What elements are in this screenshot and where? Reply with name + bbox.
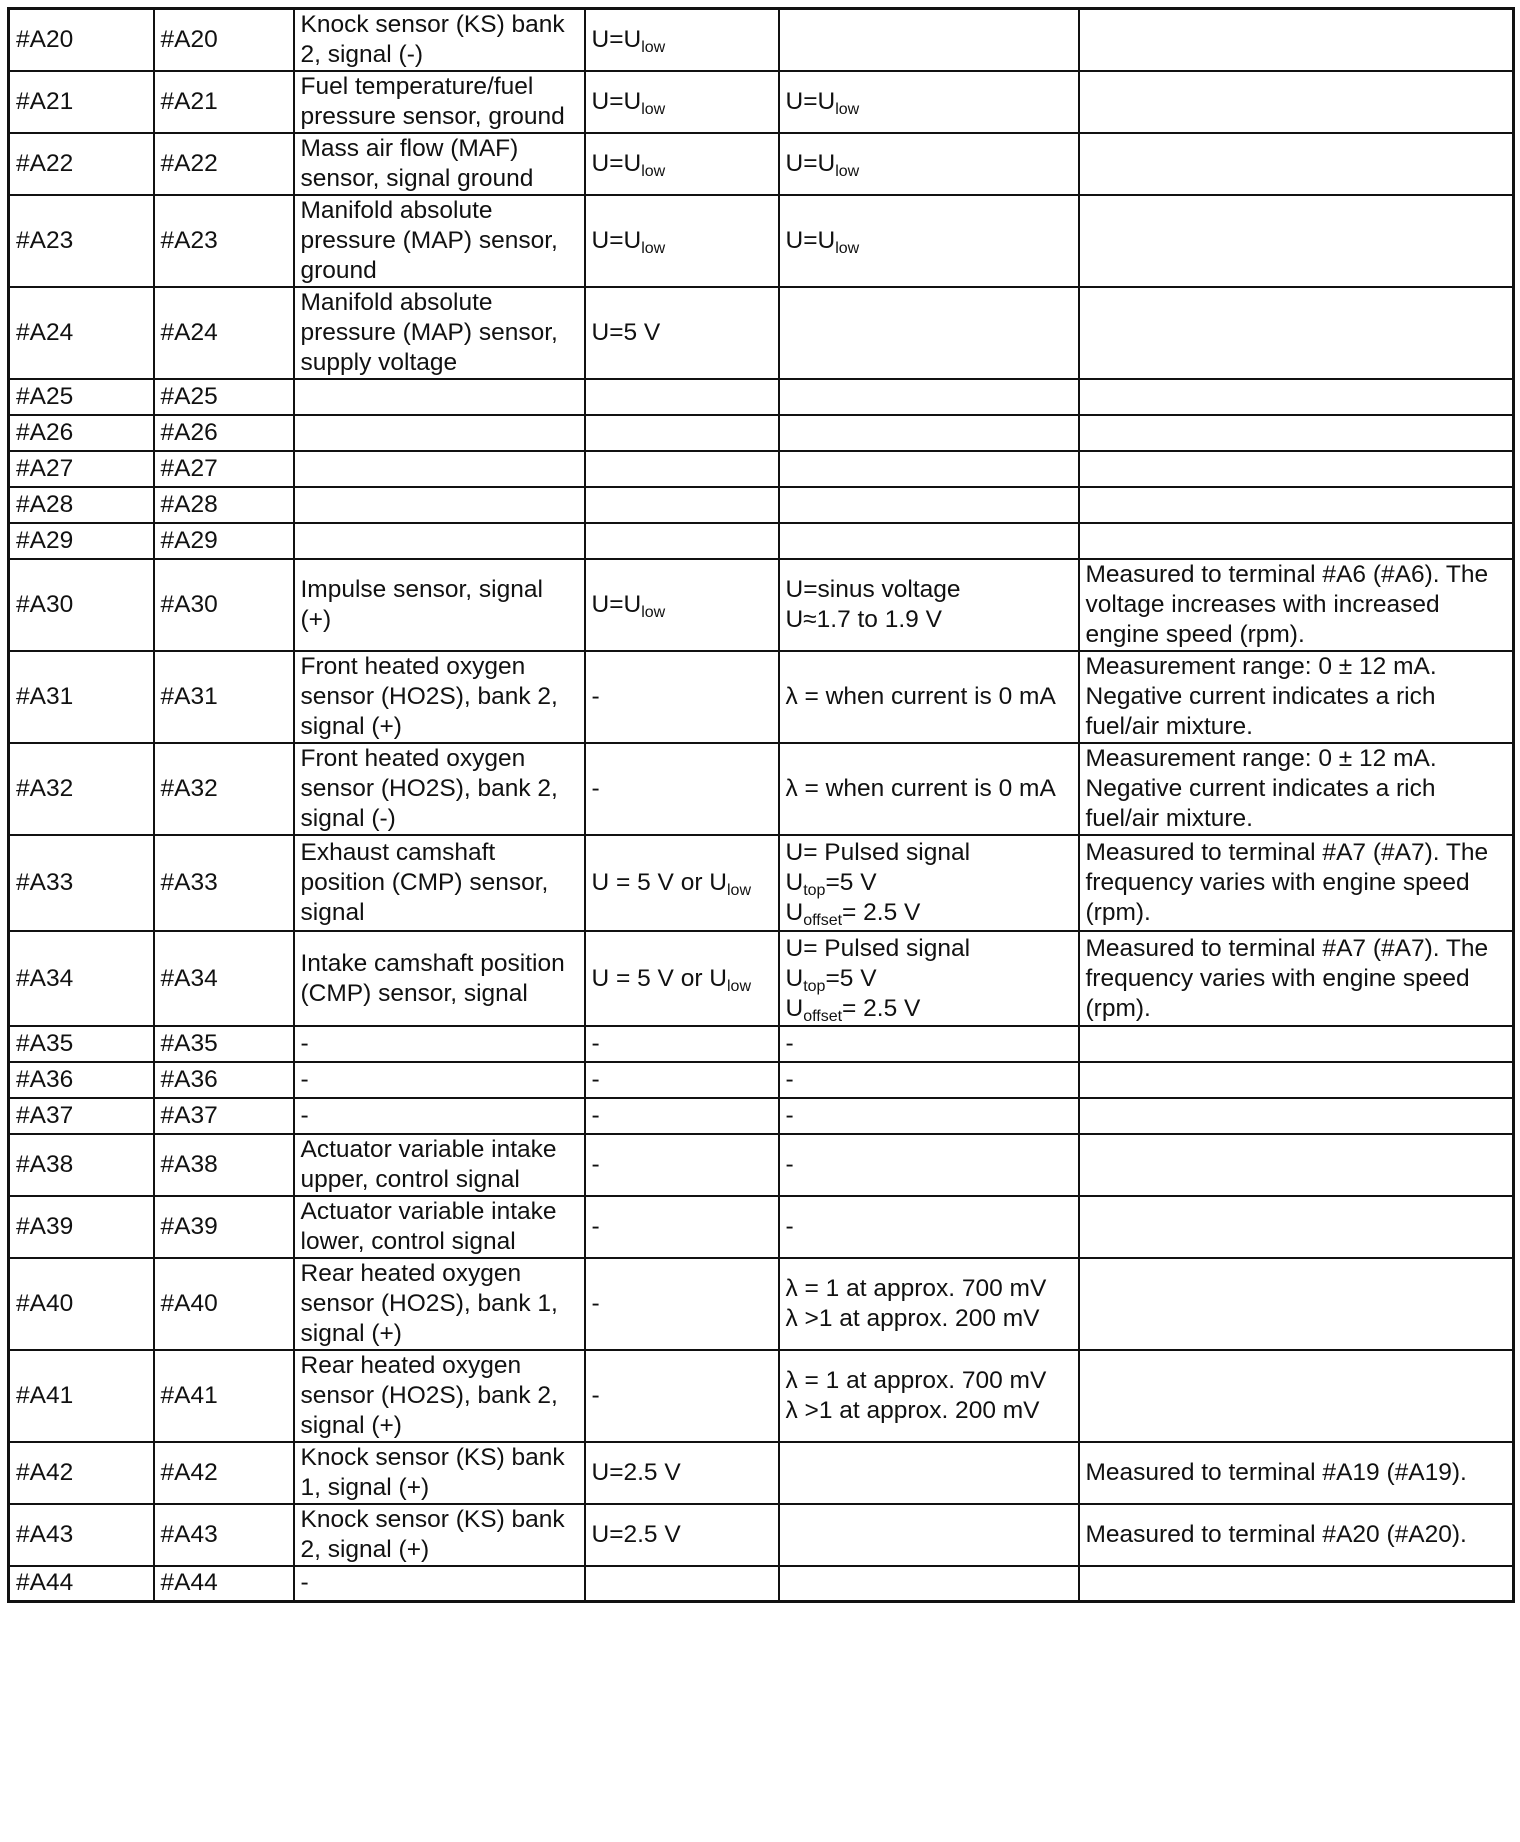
subscript-text: low bbox=[641, 39, 666, 56]
cell-line bbox=[786, 994, 1072, 1024]
cell-text: U=U bbox=[591, 88, 642, 115]
table-row bbox=[9, 1504, 1514, 1566]
cell-text: U=2.5 V bbox=[591, 1459, 681, 1486]
connector-pin-cell: #A28 bbox=[154, 487, 294, 523]
description-cell bbox=[294, 415, 585, 451]
cell-line bbox=[592, 149, 772, 179]
value-cell bbox=[779, 1442, 1079, 1504]
subscript-text: low bbox=[835, 240, 860, 257]
value-cell bbox=[779, 1566, 1079, 1601]
cell-text: - bbox=[591, 1030, 600, 1057]
remark-cell: Measured to terminal #A19 (#A19). bbox=[1079, 1442, 1514, 1504]
cell-text: U=U bbox=[785, 150, 836, 177]
value-cell bbox=[779, 835, 1079, 931]
remark-cell bbox=[1079, 1258, 1514, 1350]
table-row bbox=[9, 415, 1514, 451]
pin-cell: #A26 bbox=[9, 415, 154, 451]
subscript-text: low bbox=[641, 240, 666, 257]
pin-cell: #A30 bbox=[9, 559, 154, 651]
cell-text: U bbox=[785, 994, 804, 1022]
connector-pin-cell: #A25 bbox=[154, 379, 294, 415]
description-cell: - bbox=[294, 1026, 585, 1062]
description-cell bbox=[294, 487, 585, 523]
description-cell: Impulse sensor, signal (+) bbox=[294, 559, 585, 651]
value-cell bbox=[779, 1134, 1079, 1196]
cell-line bbox=[592, 1150, 772, 1180]
table-row bbox=[9, 1566, 1514, 1601]
cell-text: U≈1.7 to 1.9 V bbox=[785, 606, 942, 633]
value-cell bbox=[779, 743, 1079, 835]
remark-cell bbox=[1079, 195, 1514, 287]
connector-pin-cell: #A35 bbox=[154, 1026, 294, 1062]
cell-text: U=2.5 V bbox=[591, 1521, 681, 1548]
pin-cell: #A25 bbox=[9, 379, 154, 415]
cell-text: - bbox=[785, 1151, 794, 1178]
cell-text: U bbox=[785, 964, 804, 992]
condition-cell bbox=[585, 1350, 779, 1442]
description-cell: Exhaust camshaft position (CMP) sensor, signal bbox=[294, 835, 585, 931]
description-cell bbox=[294, 523, 585, 559]
subscript-text: low bbox=[726, 882, 751, 899]
condition-cell bbox=[585, 287, 779, 379]
description-cell: Knock sensor (KS) bank 2, signal (+) bbox=[294, 1504, 585, 1566]
table-row bbox=[9, 931, 1514, 1026]
table-row bbox=[9, 559, 1514, 651]
connector-pin-cell: #A40 bbox=[154, 1258, 294, 1350]
value-cell bbox=[779, 487, 1079, 523]
subscript-text: top bbox=[803, 977, 826, 995]
condition-cell bbox=[585, 195, 779, 287]
value-cell bbox=[779, 415, 1079, 451]
value-cell bbox=[779, 1196, 1079, 1258]
cell-line bbox=[592, 964, 772, 994]
subscript-text: top bbox=[803, 882, 826, 899]
condition-cell bbox=[585, 1098, 779, 1134]
description-cell: Fuel temperature/fuel pressure sensor, ground bbox=[294, 71, 585, 133]
cell-text: - bbox=[785, 1030, 794, 1057]
description-cell: Knock sensor (KS) bank 2, signal (-) bbox=[294, 9, 585, 72]
remark-cell: Measured to terminal #A7 (#A7). The frequency varies with engine speed (rpm). bbox=[1079, 835, 1514, 931]
pin-cell: #A35 bbox=[9, 1026, 154, 1062]
pin-cell: #A20 bbox=[9, 9, 154, 72]
value-cell bbox=[779, 651, 1079, 743]
cell-line bbox=[786, 898, 1072, 928]
cell-text: - bbox=[591, 1102, 600, 1129]
description-cell: - bbox=[294, 1062, 585, 1098]
table-row bbox=[9, 195, 1514, 287]
connector-pin-cell: #A24 bbox=[154, 287, 294, 379]
cell-line bbox=[786, 1396, 1072, 1426]
connector-pin-cell: #A31 bbox=[154, 651, 294, 743]
value-cell bbox=[779, 1062, 1079, 1098]
table-row bbox=[9, 835, 1514, 931]
condition-cell bbox=[585, 559, 779, 651]
cell-text: U=U bbox=[591, 26, 642, 53]
table-row bbox=[9, 1098, 1514, 1134]
cell-text: - bbox=[785, 1102, 794, 1129]
condition-cell bbox=[585, 651, 779, 743]
cell-line bbox=[786, 1304, 1072, 1334]
subscript-text: offset bbox=[803, 1007, 843, 1025]
description-cell: Rear heated oxygen sensor (HO2S), bank 1, signal (+) bbox=[294, 1258, 585, 1350]
cell-text: - bbox=[591, 1066, 600, 1093]
pin-cell: #A27 bbox=[9, 451, 154, 487]
cell-text: - bbox=[591, 683, 600, 710]
pin-cell: #A42 bbox=[9, 1442, 154, 1504]
connector-pin-cell: #A30 bbox=[154, 559, 294, 651]
cell-text: - bbox=[591, 1213, 600, 1240]
cell-text: λ >1 at approx. 200 mV bbox=[785, 1397, 1040, 1424]
cell-line bbox=[592, 1520, 772, 1550]
cell-line bbox=[786, 1029, 1072, 1059]
pin-cell: #A32 bbox=[9, 743, 154, 835]
remark-cell: Measured to terminal #A20 (#A20). bbox=[1079, 1504, 1514, 1566]
remark-cell bbox=[1079, 1350, 1514, 1442]
pin-cell: #A34 bbox=[9, 931, 154, 1026]
connector-pin-cell: #A33 bbox=[154, 835, 294, 931]
pin-cell: #A22 bbox=[9, 133, 154, 195]
condition-cell bbox=[585, 1196, 779, 1258]
remark-cell bbox=[1079, 1196, 1514, 1258]
remark-cell bbox=[1079, 1566, 1514, 1601]
connector-pin-cell: #A20 bbox=[154, 9, 294, 72]
table-row bbox=[9, 451, 1514, 487]
cell-line bbox=[592, 318, 772, 348]
table-row bbox=[9, 651, 1514, 743]
value-cell bbox=[779, 287, 1079, 379]
condition-cell bbox=[585, 9, 779, 72]
condition-cell bbox=[585, 931, 779, 1026]
cell-line bbox=[592, 1289, 772, 1319]
table-row bbox=[9, 1062, 1514, 1098]
value-cell bbox=[779, 1258, 1079, 1350]
pin-cell: #A23 bbox=[9, 195, 154, 287]
value-cell bbox=[779, 9, 1079, 72]
connector-pin-cell: #A42 bbox=[154, 1442, 294, 1504]
cell-line bbox=[786, 964, 1072, 994]
table-row bbox=[9, 287, 1514, 379]
condition-cell bbox=[585, 1566, 779, 1601]
connector-pin-cell: #A34 bbox=[154, 931, 294, 1026]
condition-cell bbox=[585, 451, 779, 487]
cell-line bbox=[592, 87, 772, 117]
cell-line bbox=[786, 605, 1072, 635]
description-cell: Mass air flow (MAF) sensor, signal ground bbox=[294, 133, 585, 195]
connector-pin-cell: #A32 bbox=[154, 743, 294, 835]
connector-pin-cell: #A41 bbox=[154, 1350, 294, 1442]
pin-cell: #A38 bbox=[9, 1134, 154, 1196]
cell-text: = 2.5 V bbox=[842, 899, 921, 926]
table-row bbox=[9, 1258, 1514, 1350]
subscript-text: low bbox=[835, 101, 860, 118]
table-row bbox=[9, 71, 1514, 133]
cell-text: U=U bbox=[591, 591, 642, 618]
remark-cell bbox=[1079, 133, 1514, 195]
cell-text: - bbox=[785, 1213, 794, 1240]
cell-text: λ = when current is 0 mA bbox=[785, 775, 1056, 802]
cell-text: - bbox=[591, 1382, 600, 1409]
cell-text: - bbox=[785, 1066, 794, 1093]
description-cell: Manifold absolute pressure (MAP) sensor, ground bbox=[294, 195, 585, 287]
table-row bbox=[9, 9, 1514, 72]
description-cell: Actuator variable intake upper, control signal bbox=[294, 1134, 585, 1196]
connector-pin-cell: #A39 bbox=[154, 1196, 294, 1258]
pin-cell: #A43 bbox=[9, 1504, 154, 1566]
pin-cell: #A33 bbox=[9, 835, 154, 931]
cell-text: =5 V bbox=[825, 964, 877, 992]
connector-pin-cell: #A21 bbox=[154, 71, 294, 133]
cell-text: U=U bbox=[785, 227, 836, 254]
connector-pin-cell: #A38 bbox=[154, 1134, 294, 1196]
cell-line bbox=[592, 868, 772, 898]
remark-cell bbox=[1079, 415, 1514, 451]
remark-cell bbox=[1079, 379, 1514, 415]
value-cell bbox=[779, 1026, 1079, 1062]
condition-cell bbox=[585, 487, 779, 523]
table-row bbox=[9, 1196, 1514, 1258]
table-row bbox=[9, 379, 1514, 415]
table-row bbox=[9, 1134, 1514, 1196]
cell-line bbox=[786, 1366, 1072, 1396]
connector-pin-cell: #A26 bbox=[154, 415, 294, 451]
cell-text: U=sinus voltage bbox=[785, 576, 961, 603]
remark-cell bbox=[1079, 1134, 1514, 1196]
value-cell bbox=[779, 71, 1079, 133]
cell-line bbox=[786, 1274, 1072, 1304]
condition-cell bbox=[585, 133, 779, 195]
cell-text: U bbox=[785, 869, 804, 896]
condition-cell bbox=[585, 415, 779, 451]
value-cell bbox=[779, 195, 1079, 287]
cell-line bbox=[786, 774, 1072, 804]
description-cell bbox=[294, 379, 585, 415]
value-cell bbox=[779, 379, 1079, 415]
condition-cell bbox=[585, 1026, 779, 1062]
subscript-text: low bbox=[641, 163, 666, 180]
connector-pin-cell: #A22 bbox=[154, 133, 294, 195]
table-row bbox=[9, 1350, 1514, 1442]
cell-line bbox=[592, 682, 772, 712]
condition-cell bbox=[585, 523, 779, 559]
cell-text: U=U bbox=[591, 150, 642, 177]
table-row bbox=[9, 487, 1514, 523]
remark-cell bbox=[1079, 1098, 1514, 1134]
subscript-text: low bbox=[641, 101, 666, 118]
remark-cell: Measurement range: 0 ± 12 mA. Negative current indicates a rich fuel/air mixture. bbox=[1079, 651, 1514, 743]
pin-table-body bbox=[9, 9, 1514, 1602]
pin-cell: #A41 bbox=[9, 1350, 154, 1442]
pin-cell: #A28 bbox=[9, 487, 154, 523]
cell-line bbox=[592, 226, 772, 256]
cell-line bbox=[786, 149, 1072, 179]
value-cell bbox=[779, 931, 1079, 1026]
connector-pin-cell: #A23 bbox=[154, 195, 294, 287]
table-row bbox=[9, 743, 1514, 835]
table-row bbox=[9, 523, 1514, 559]
connector-pin-cell: #A29 bbox=[154, 523, 294, 559]
value-cell bbox=[779, 451, 1079, 487]
condition-cell bbox=[585, 1134, 779, 1196]
description-cell: Actuator variable intake lower, control signal bbox=[294, 1196, 585, 1258]
cell-line bbox=[786, 575, 1072, 605]
remark-cell bbox=[1079, 451, 1514, 487]
cell-text: λ = 1 at approx. 700 mV bbox=[785, 1275, 1047, 1302]
cell-line bbox=[786, 1150, 1072, 1180]
cell-text: U = 5 V or U bbox=[591, 869, 727, 896]
condition-cell bbox=[585, 1258, 779, 1350]
value-cell bbox=[779, 1504, 1079, 1566]
description-cell: Knock sensor (KS) bank 1, signal (+) bbox=[294, 1442, 585, 1504]
subscript-text: low bbox=[641, 604, 666, 621]
description-cell: Front heated oxygen sensor (HO2S), bank 2, signal (+) bbox=[294, 651, 585, 743]
connector-pin-cell: #A27 bbox=[154, 451, 294, 487]
cell-line bbox=[786, 868, 1072, 898]
pin-table bbox=[7, 7, 1515, 1603]
cell-text: =5 V bbox=[825, 869, 877, 896]
description-cell: - bbox=[294, 1098, 585, 1134]
description-cell: Intake camshaft position (CMP) sensor, signal bbox=[294, 931, 585, 1026]
cell-line bbox=[592, 1101, 772, 1131]
cell-text: λ = when current is 0 mA bbox=[785, 683, 1056, 710]
pin-cell: #A44 bbox=[9, 1566, 154, 1601]
remark-cell bbox=[1079, 287, 1514, 379]
cell-line bbox=[786, 226, 1072, 256]
value-cell bbox=[779, 133, 1079, 195]
remark-cell bbox=[1079, 487, 1514, 523]
value-cell bbox=[779, 523, 1079, 559]
cell-line bbox=[592, 1381, 772, 1411]
pin-cell: #A29 bbox=[9, 523, 154, 559]
condition-cell bbox=[585, 743, 779, 835]
subscript-text: low bbox=[726, 977, 751, 995]
table-row bbox=[9, 1442, 1514, 1504]
cell-line bbox=[592, 590, 772, 620]
cell-text: = 2.5 V bbox=[842, 994, 921, 1022]
remark-cell: Measured to terminal #A6 (#A6). The voltage increases with increased engine speed (rpm). bbox=[1079, 559, 1514, 651]
table-row bbox=[9, 1026, 1514, 1062]
cell-line bbox=[786, 838, 1072, 868]
pin-cell: #A40 bbox=[9, 1258, 154, 1350]
description-cell: Rear heated oxygen sensor (HO2S), bank 2, signal (+) bbox=[294, 1350, 585, 1442]
cell-text: λ = 1 at approx. 700 mV bbox=[785, 1367, 1047, 1394]
cell-text: U=U bbox=[785, 88, 836, 115]
cell-line bbox=[592, 1212, 772, 1242]
cell-text: - bbox=[591, 1151, 600, 1178]
cell-line bbox=[592, 1065, 772, 1095]
pin-cell: #A21 bbox=[9, 71, 154, 133]
description-cell: Front heated oxygen sensor (HO2S), bank 2, signal (-) bbox=[294, 743, 585, 835]
pin-cell: #A24 bbox=[9, 287, 154, 379]
remark-cell bbox=[1079, 71, 1514, 133]
subscript-text: low bbox=[835, 163, 860, 180]
condition-cell bbox=[585, 1504, 779, 1566]
cell-line bbox=[786, 1065, 1072, 1095]
subscript-text: offset bbox=[803, 912, 843, 929]
pin-cell: #A36 bbox=[9, 1062, 154, 1098]
cell-line bbox=[786, 87, 1072, 117]
cell-line bbox=[786, 934, 1072, 964]
condition-cell bbox=[585, 1442, 779, 1504]
cell-text: - bbox=[591, 775, 600, 802]
cell-text: U=U bbox=[591, 227, 642, 254]
cell-line bbox=[592, 774, 772, 804]
condition-cell bbox=[585, 835, 779, 931]
condition-cell bbox=[585, 71, 779, 133]
remark-cell bbox=[1079, 9, 1514, 72]
cell-line bbox=[592, 1458, 772, 1488]
cell-line bbox=[786, 682, 1072, 712]
remark-cell bbox=[1079, 523, 1514, 559]
cell-text: - bbox=[591, 1290, 600, 1317]
connector-pin-cell: #A37 bbox=[154, 1098, 294, 1134]
value-cell bbox=[779, 1350, 1079, 1442]
connector-pin-cell: #A36 bbox=[154, 1062, 294, 1098]
remark-cell: Measured to terminal #A7 (#A7). The frequency varies with engine speed (rpm). bbox=[1079, 931, 1514, 1026]
cell-text: U= Pulsed signal bbox=[785, 839, 971, 866]
cell-text: U=5 V bbox=[591, 319, 661, 346]
value-cell bbox=[779, 1098, 1079, 1134]
condition-cell bbox=[585, 1062, 779, 1098]
connector-pin-cell: #A44 bbox=[154, 1566, 294, 1601]
remark-cell: Measurement range: 0 ± 12 mA. Negative current indicates a rich fuel/air mixture. bbox=[1079, 743, 1514, 835]
cell-line bbox=[592, 25, 772, 55]
cell-line bbox=[786, 1101, 1072, 1131]
cell-text: U= Pulsed signal bbox=[785, 934, 971, 962]
cell-text: λ >1 at approx. 200 mV bbox=[785, 1305, 1040, 1332]
remark-cell bbox=[1079, 1062, 1514, 1098]
cell-text: U bbox=[785, 899, 804, 926]
description-cell: - bbox=[294, 1566, 585, 1601]
cell-line bbox=[592, 1029, 772, 1059]
pin-cell: #A39 bbox=[9, 1196, 154, 1258]
description-cell: Manifold absolute pressure (MAP) sensor, supply voltage bbox=[294, 287, 585, 379]
description-cell bbox=[294, 451, 585, 487]
condition-cell bbox=[585, 379, 779, 415]
table-row bbox=[9, 133, 1514, 195]
remark-cell bbox=[1079, 1026, 1514, 1062]
value-cell bbox=[779, 559, 1079, 651]
pin-cell: #A31 bbox=[9, 651, 154, 743]
cell-text: U = 5 V or U bbox=[591, 964, 727, 992]
connector-pin-cell: #A43 bbox=[154, 1504, 294, 1566]
pin-cell: #A37 bbox=[9, 1098, 154, 1134]
cell-line bbox=[786, 1212, 1072, 1242]
